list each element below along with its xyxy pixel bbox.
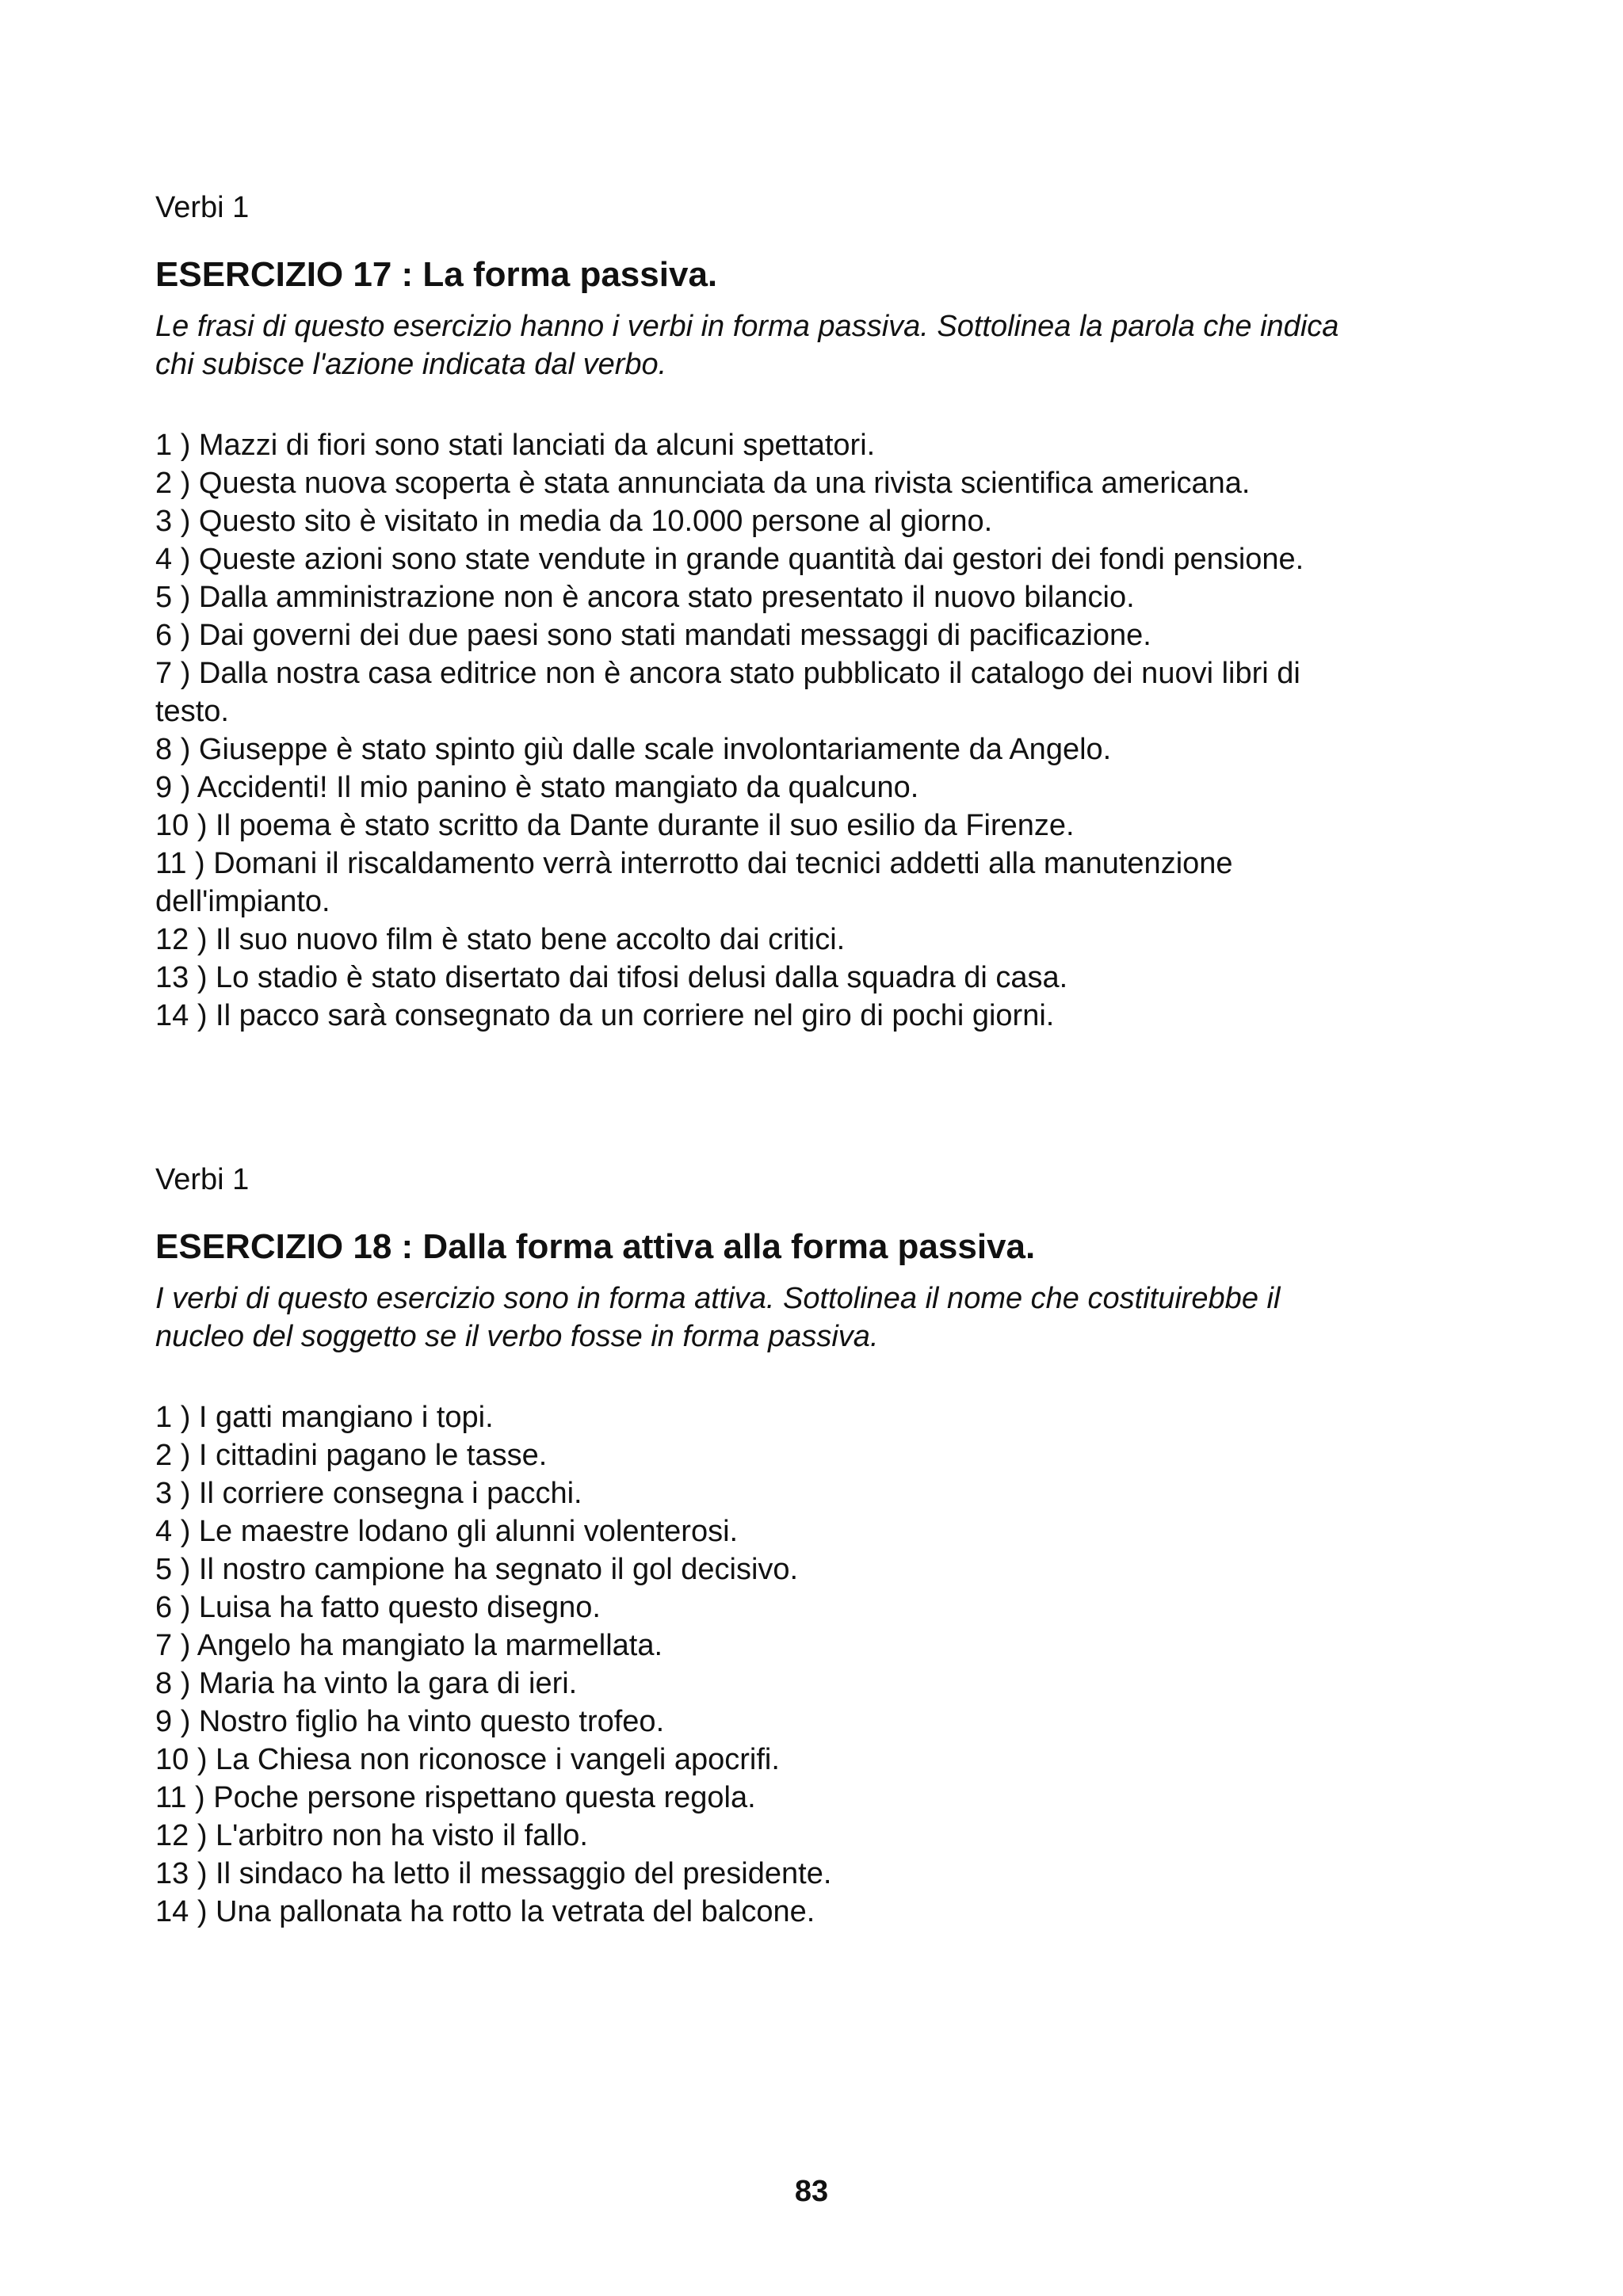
- subject-label: Verbi 1: [155, 191, 250, 224]
- sentence-item: 9 ) Accidenti! Il mio panino è stato mangiato da qualcuno.: [155, 771, 919, 804]
- exercise-18-section: [155, 1161, 1471, 1931]
- sentence-list: [155, 426, 1471, 1035]
- sentence-item: 3 ) Questo sito è visitato in media da 10.000 persone al giorno.: [155, 505, 993, 538]
- sentence-item: 8 ) Giuseppe è stato spinto giù dalle scale involontariamente da Angelo.: [155, 733, 1112, 766]
- sentence-item: 1 ) Mazzi di fiori sono stati lanciati da alcuni spettatori.: [155, 429, 876, 462]
- sentence-item: 13 ) Il sindaco ha letto il messaggio del presidente.: [155, 1857, 832, 1890]
- sentence-item: 5 ) Dalla amministrazione non è ancora stato presentato il nuovo bilancio.: [155, 581, 1135, 614]
- sentence-item: 7 ) Dalla nostra casa editrice non è ancora stato pubblicato il catalogo dei nuovi libri di testo.: [155, 657, 1300, 728]
- sentence-item: 6 ) Luisa ha fatto questo disegno.: [155, 1591, 601, 1624]
- sentence-item: 1 ) I gatti mangiano i topi.: [155, 1401, 494, 1434]
- sentence-list: [155, 1398, 1471, 1931]
- sentence-item: 14 ) Una pallonata ha rotto la vetrata del balcone.: [155, 1895, 815, 1928]
- subject-label: Verbi 1: [155, 1163, 250, 1196]
- sentence-item: 2 ) I cittadini pagano le tasse.: [155, 1439, 548, 1472]
- sentence-item: 11 ) Domani il riscaldamento verrà interrotto dai tecnici addetti alla manutenzione dell'impianto.: [155, 847, 1233, 918]
- sentence-item: 2 ) Questa nuova scoperta è stata annunciata da una rivista scientifica americana.: [155, 467, 1251, 500]
- sentence-item: 14 ) Il pacco sarà consegnato da un corriere nel giro di pochi giorni.: [155, 999, 1055, 1032]
- sentence-item: 8 ) Maria ha vinto la gara di ieri.: [155, 1667, 578, 1700]
- sentence-item: 9 ) Nostro figlio ha vinto questo trofeo.: [155, 1705, 665, 1738]
- sentence-item: 10 ) La Chiesa non riconosce i vangeli apocrifi.: [155, 1743, 780, 1776]
- sentence-item: 11 ) Poche persone rispettano questa regola.: [155, 1781, 756, 1814]
- exercise-instructions: Le frasi di questo esercizio hanno i verbi in forma passiva. Sottolinea la parola che indica chi subisce l'azione indicata dal verbo.: [155, 310, 1339, 381]
- exercise-instructions: I verbi di questo esercizio sono in forma attiva. Sottolinea il nome che costituirebbe il nucleo del soggetto se il verbo fosse in forma passiva.: [155, 1282, 1281, 1353]
- sentence-item: 7 ) Angelo ha mangiato la marmellata.: [155, 1629, 663, 1662]
- sentence-item: 10 ) Il poema è stato scritto da Dante durante il suo esilio da Firenze.: [155, 809, 1075, 842]
- exercise-title: ESERCIZIO 17 : La forma passiva.: [155, 255, 718, 294]
- sentence-item: 12 ) L'arbitro non ha visto il fallo.: [155, 1819, 588, 1852]
- sentence-item: 4 ) Le maestre lodano gli alunni volenterosi.: [155, 1515, 739, 1548]
- exercise-17-section: [155, 189, 1471, 1035]
- sentence-item: 6 ) Dai governi dei due paesi sono stati mandati messaggi di pacificazione.: [155, 619, 1151, 652]
- sentence-item: 13 ) Lo stadio è stato disertato dai tifosi delusi dalla squadra di casa.: [155, 961, 1068, 994]
- sentence-item: 5 ) Il nostro campione ha segnato il gol decisivo.: [155, 1553, 799, 1586]
- sentence-item: 4 ) Queste azioni sono state vendute in grande quantità dai gestori dei fondi pensione.: [155, 543, 1304, 576]
- sentence-item: 12 ) Il suo nuovo film è stato bene accolto dai critici.: [155, 923, 846, 956]
- page-number: 83: [794, 2175, 829, 2208]
- exercise-title: ESERCIZIO 18 : Dalla forma attiva alla forma passiva.: [155, 1227, 1036, 1266]
- sentence-item: 3 ) Il corriere consegna i pacchi.: [155, 1477, 582, 1510]
